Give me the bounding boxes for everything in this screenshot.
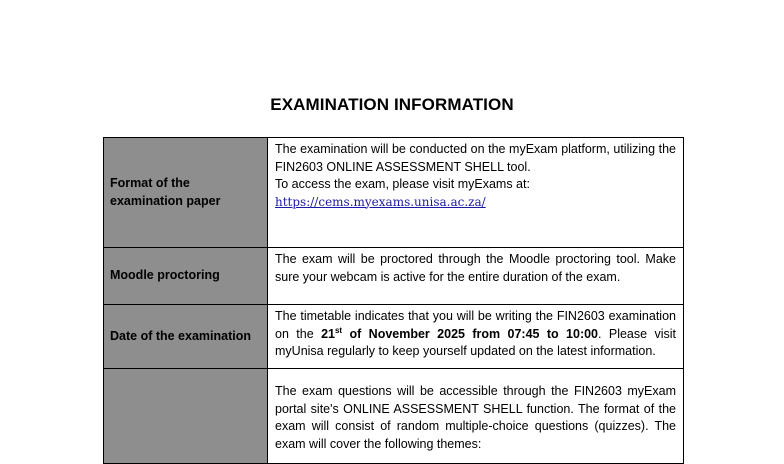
table-row xyxy=(104,305,684,369)
table-row xyxy=(104,248,684,305)
row-label-date: Date of the examination xyxy=(104,305,268,369)
table-row xyxy=(104,369,684,464)
row-label-format: Format of the examination paper xyxy=(104,138,268,248)
date-text-before: The timetable indicates that you will be writing the FIN2603 examination on the xyxy=(275,309,676,341)
page-title: EXAMINATION INFORMATION xyxy=(270,95,514,114)
date-text-after: . Please visit myUnisa regularly to keep yourself updated on the latest information. xyxy=(275,326,676,358)
format-text-line-2: To access the exam, please visit myExams at: xyxy=(275,177,530,191)
row-content-questions: The exam questions will be accessible through the FIN2603 myExam portal site's ONLINE ASSESSMENT SHELL function. The format of the exam will consist of random multiple-choice questions (quizzes). The exam will cover the following themes: xyxy=(268,369,684,464)
row-label-empty xyxy=(104,369,268,464)
row-content-format xyxy=(268,138,684,248)
row-content-date xyxy=(268,305,684,369)
row-label-proctoring: Moodle proctoring xyxy=(104,248,268,305)
myexams-link[interactable]: https://cems.myexams.unisa.ac.za/ xyxy=(275,194,486,209)
date-day: 21 xyxy=(321,326,335,341)
date-range: of November 2025 from 07:45 to 10:00 xyxy=(349,326,599,341)
date-suffix: st xyxy=(334,325,343,335)
row-content-proctoring: The exam will be proctored through the Moodle proctoring tool. Make sure your webcam is active for the entire duration of the exam. xyxy=(268,248,684,305)
table-row xyxy=(104,138,684,248)
exam-info-table xyxy=(103,137,684,464)
format-text-line-1: The examination will be conducted on the myExam platform, utilizing the FIN2603 ONLINE ASSESSMENT SHELL tool. xyxy=(275,142,676,174)
